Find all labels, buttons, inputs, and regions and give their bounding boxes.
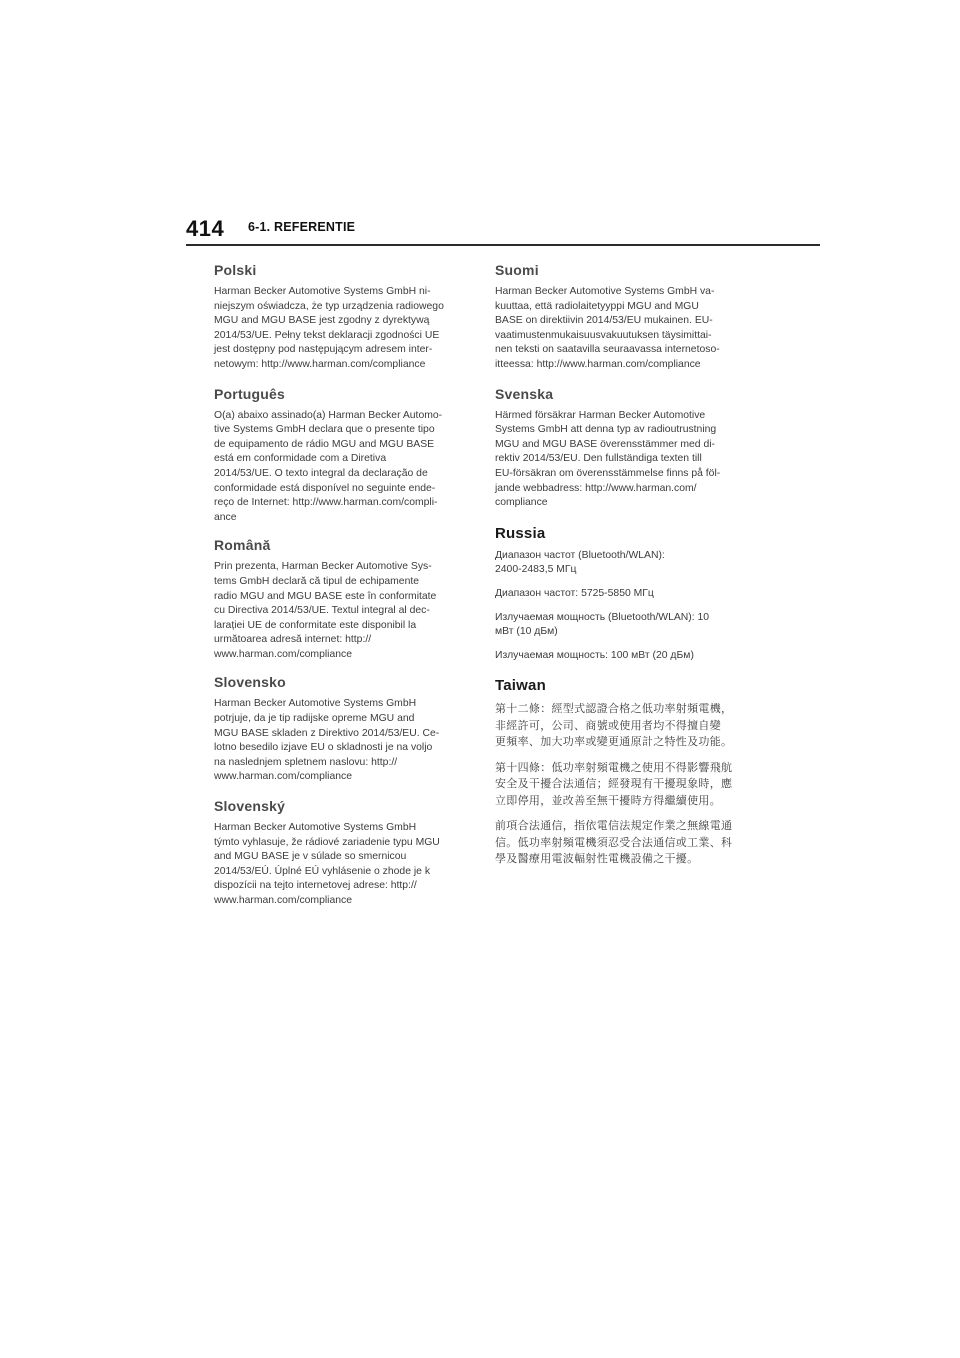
section-paragraph: Излучаемая мощность: 100 мВт (20 дБм) bbox=[495, 649, 694, 661]
section-paragraph: 前項合法通信，指依電信法規定作業之無線電通 信。低功率射頻電機須忍受合法通信或工業、科 學及醫療用電波輻射性電機設備之干擾。 bbox=[495, 820, 733, 866]
section-title: Polski bbox=[214, 262, 257, 278]
header-divider bbox=[186, 244, 820, 246]
section-body: Härmed försäkrar Harman Becker Automotive Systems GmbH att denna typ av radioutrustning MGU and MGU BASE överensstämmer med di- rektiv 2014/53/EU. Den fullständiga texten till EU-försäkran om överensstämmelse finns på föl- jande webbadress: http://www.harman.com/ compliance bbox=[495, 409, 721, 509]
section-title: Svenska bbox=[495, 385, 554, 402]
page-header bbox=[186, 212, 820, 246]
section-paragraph: 第十四條：低功率射頻電機之使用不得影響飛航 安全及干擾合法通信；經發現有干擾現象時，應 立即停用，並改善至無干擾時方得繼續使用。 bbox=[495, 761, 733, 807]
section-title: Suomi bbox=[495, 262, 539, 278]
right-column bbox=[495, 262, 745, 877]
section-body: Prin prezenta, Harman Becker Automotive Sys- tems GmbH declară că tipul de echipamente radio MGU and MGU BASE este în conformitate cu Directiva 2014/53/UE. Textul integral al dec- larației UE de conformitate este disponibil la următoarea adresă internet: http:// www.harman.com/compliance bbox=[214, 561, 437, 660]
section-polski bbox=[214, 262, 464, 373]
section-russia bbox=[495, 525, 745, 664]
section-title: Slovensko bbox=[214, 674, 286, 691]
section-slovensko bbox=[214, 674, 464, 785]
section-body: Harman Becker Automotive Systems GmbH týmto vyhlasuje, že rádiové zariadenie typu MGU and MGU BASE je v súlade so smernicou 2014/53/EÚ. Úplné EÚ vyhlásenie o zhode je k dispozícii na tejto internetovej adrese: http:// www.harman.com/compliance bbox=[214, 822, 440, 906]
section-paragraph: Диапазон частот: 5725-5850 МГц bbox=[495, 587, 654, 599]
section-title: Română bbox=[214, 537, 271, 554]
section-body: Harman Becker Automotive Systems GmbH ni- niejszym oświadcza, że typ urządzenia radiowego MGU and MGU BASE jest zgodny z dyrektywą 2014/53/UE. Pełny tekst deklaracji zgodności UE jest dostępny pod następującym adresem inter- netowym: http://www.harman.com/compliance bbox=[214, 286, 444, 370]
left-column bbox=[214, 262, 464, 909]
section-body: Harman Becker Automotive Systems GmbH va- kuuttaa, että radiolaitetyyppi MGU and MGU BASE on direktiivin 2014/53/EU mukainen. EU- vaatimustenmukaisuusvakuutuksen täysimittai- nen teksti on saatavilla seuraavassa internetoso- itteessa: http://www.harman.com/compliance bbox=[495, 286, 720, 370]
section-slovensky bbox=[214, 798, 464, 909]
section-title: Slovenský bbox=[214, 798, 286, 815]
section-paragraph: Диапазон частот (Bluetooth/WLAN): 2400-2483,5 МГц bbox=[495, 549, 665, 576]
section-body: Harman Becker Automotive Systems GmbH potrjuje, da je tip radijske opreme MGU and MGU BASE skladen z Direktivo 2014/53/EU. Ce- lotno besedilo izjave EU o skladnosti je na voljo na naslednjem spletnem naslovu: http:// www.harman.com/compliance bbox=[214, 698, 440, 783]
section-suomi bbox=[495, 262, 745, 373]
section-romana bbox=[214, 537, 464, 662]
section-body: O(a) abaixo assinado(a) Harman Becker Automo- tive Systems GmbH declara que o presente tipo de equipamento de rádio MGU and MGU BASE está em conformidade com a Diretiva 2014/53/UE. O texto integral da declaração de conformidade está disponível no seguinte ende- reço de Internet: http://www.harman.com/compli- ance bbox=[214, 409, 443, 523]
section-title: Russia bbox=[495, 524, 546, 542]
section-title: Português bbox=[214, 385, 286, 402]
chapter-title: 6-1. REFERENTIE bbox=[248, 220, 356, 234]
section-taiwan bbox=[495, 677, 745, 868]
section-paragraph: 第十二條：經型式認證合格之低功率射頻電機， 非經許可，公司、商號或使用者均不得擅自變 更頻率、加大功率或變更通原計之特性及功能。 bbox=[495, 703, 733, 749]
section-svenska bbox=[495, 386, 745, 511]
page-number: 414 bbox=[186, 216, 225, 241]
section-title: Taiwan bbox=[495, 677, 546, 695]
section-paragraph: Излучаемая мощность (Bluetooth/WLAN): 10 мВт (10 дБм) bbox=[495, 611, 710, 638]
section-portugues bbox=[214, 386, 464, 526]
